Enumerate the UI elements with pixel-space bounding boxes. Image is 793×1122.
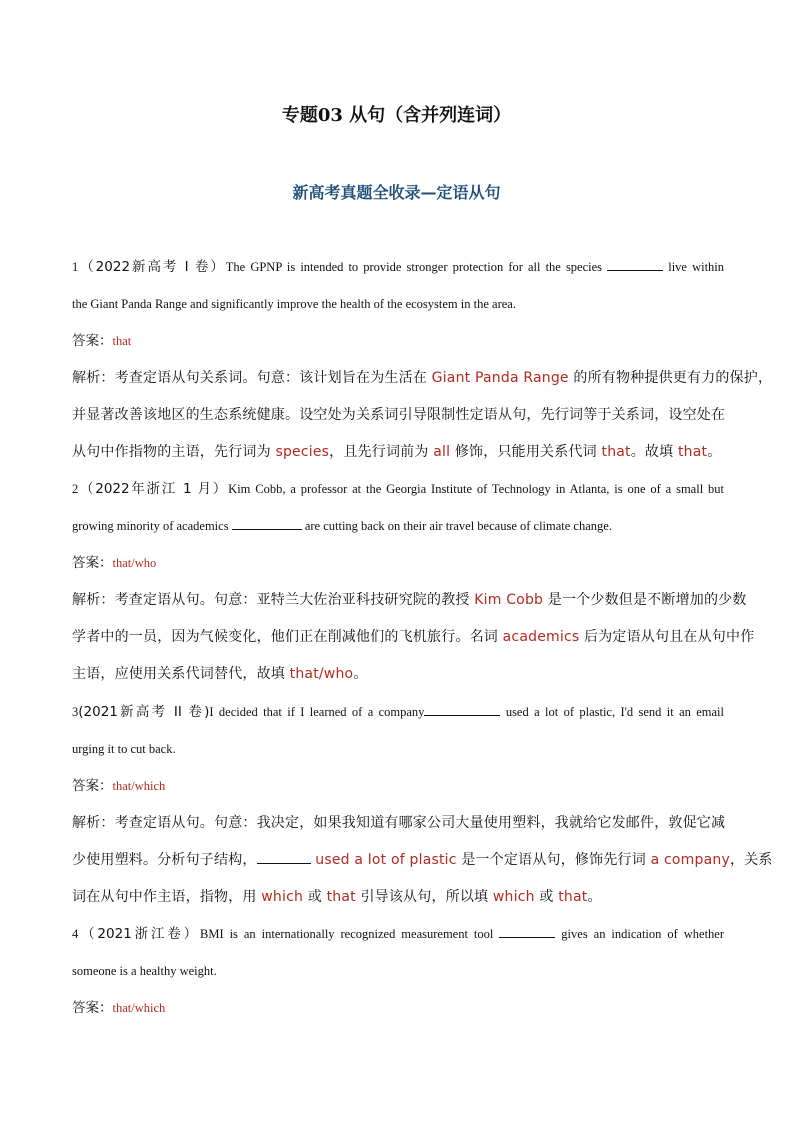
analysis-text: 并显著改善该地区的生态系统健康。设空处为关系词引导限制性定语从句，先行词等于关系词，设空处在	[72, 407, 726, 423]
question-text: BMI is an internationally recognized measurement tool	[200, 927, 494, 941]
question-text: growing minority of academics	[72, 519, 229, 533]
analysis-3-line-2	[72, 848, 773, 872]
answer-value: that	[112, 334, 132, 348]
question-text: are cutting back on their air travel because of climate change.	[304, 519, 612, 533]
question-text: The GPNP is intended to provide stronger protection for all the species	[225, 260, 603, 274]
question-source: （2021浙江卷）	[78, 926, 200, 942]
analysis-3-line-1	[72, 811, 724, 835]
question-text: used a lot of plastic, I'd send it an email	[505, 705, 725, 719]
analysis-2-line-3	[72, 662, 724, 686]
analysis-text: 。	[707, 444, 722, 460]
question-3-line-1	[72, 700, 724, 724]
highlighted-term: a company	[650, 852, 730, 868]
answer-blank	[424, 703, 500, 716]
question-number: 4	[72, 927, 79, 941]
analysis-text: ，且先行词前为	[329, 444, 434, 460]
analysis-text: 少使用塑料。分析句子结构，	[72, 852, 257, 868]
question-number: 3	[72, 705, 79, 719]
highlighted-term: Giant Panda Range	[431, 370, 569, 386]
analysis-text: 后为定语从句且在从句中作	[579, 629, 755, 645]
analysis-1-line-1	[72, 366, 773, 390]
question-1-line-2: the Giant Panda Range and significantly improve the health of the ecosystem in the area.	[72, 297, 516, 311]
highlighted-term: all	[433, 444, 451, 460]
highlighted-term: which	[261, 889, 304, 905]
answer-blank	[607, 258, 663, 271]
analysis-text: 解析：考查定语从句。句意：我决定，如果我知道有哪家公司大量使用塑料，我就给它发邮件，敦促它减	[72, 815, 726, 831]
question-number: 1	[72, 260, 79, 274]
question-source: （2022年浙江 1 月）	[78, 481, 229, 497]
highlighted-term: which	[492, 889, 535, 905]
question-2-line-1	[72, 477, 724, 501]
analysis-text: 是一个定语从句，修饰先行词	[456, 852, 651, 868]
question-source: (2021新高考 II 卷)	[78, 704, 210, 720]
analysis-3-line-3	[72, 885, 724, 909]
answer-blank	[232, 517, 302, 530]
answer-blank	[499, 925, 555, 938]
analysis-text: 学者中的一员，因为气候变化，他们正在削减他们的飞机旅行。名词	[72, 629, 503, 645]
page-title: 专题03 从句（含并列连词）	[281, 105, 512, 126]
answer-4	[72, 996, 724, 1020]
analysis-text: 解析：考查定语从句。句意：亚特兰大佐治亚科技研究院的教授	[72, 592, 475, 608]
analysis-text: 。	[587, 889, 602, 905]
answer-label: 答案：	[72, 1000, 113, 1016]
highlighted-term: academics	[502, 629, 580, 645]
question-text: I decided that if I learned of a company	[209, 705, 425, 719]
highlighted-term: that	[558, 889, 588, 905]
highlighted-term: that	[677, 444, 708, 460]
analysis-text: 。	[353, 666, 368, 682]
analysis-text: 或	[534, 889, 559, 905]
analysis-text: 修饰，只能用关系代词	[450, 444, 602, 460]
analysis-text: 。故填	[630, 444, 678, 460]
analysis-2-line-2	[72, 625, 755, 649]
answer-label: 答案：	[72, 555, 113, 571]
highlighted-term: that	[326, 889, 356, 905]
answer-blank	[257, 851, 311, 864]
answer-1	[72, 329, 724, 353]
question-text: live within	[668, 260, 725, 274]
answer-label: 答案：	[72, 778, 113, 794]
question-number: 2	[72, 482, 79, 496]
question-text: gives an indication of whether	[561, 927, 725, 941]
answer-value: that/which	[112, 1001, 166, 1015]
answer-label: 答案：	[72, 333, 113, 349]
answer-2	[72, 551, 724, 575]
answer-value: that/which	[112, 779, 166, 793]
analysis-text: 从句中作指物的主语，先行词为	[72, 444, 276, 460]
highlighted-term: used a lot of plastic	[310, 852, 457, 868]
analysis-1-line-2	[72, 403, 724, 427]
question-2-line-2	[72, 514, 724, 538]
question-3-line-2: urging it to cut back.	[72, 742, 176, 756]
highlighted-term: species	[275, 444, 330, 460]
question-source: （2022新高考 I 卷）	[78, 259, 226, 275]
analysis-text: 词在从句中作主语，指物，用	[72, 889, 262, 905]
question-text: Kim Cobb, a professor at the Georgia Institute of Technology in Atlanta, is one of a small but	[228, 482, 724, 496]
analysis-text: 或	[303, 889, 327, 905]
highlighted-term: that	[601, 444, 631, 460]
question-1-line-1	[72, 255, 724, 279]
question-4-line-2: someone is a healthy weight.	[72, 964, 217, 978]
highlighted-term: Kim Cobb	[474, 592, 544, 608]
analysis-text: 是一个少数但是不断增加的少数	[543, 592, 747, 608]
section-subtitle: 新高考真题全收录—定语从句	[292, 183, 501, 202]
analysis-1-line-3	[72, 440, 724, 464]
highlighted-term: that/who	[289, 666, 354, 682]
analysis-text: 主语，应使用关系代词替代，故填	[72, 666, 290, 682]
analysis-text: 的所有物种提供更有力的保护，	[568, 370, 773, 386]
answer-3	[72, 774, 724, 798]
analysis-text: ，关系	[729, 852, 773, 868]
analysis-text: 解析：考查定语从句关系词。句意：该计划旨在为生活在	[72, 370, 432, 386]
answer-value: that/who	[112, 556, 157, 570]
analysis-text: 引导该从句，所以填	[355, 889, 493, 905]
analysis-2-line-1	[72, 588, 747, 612]
question-4-line-1	[72, 922, 724, 946]
